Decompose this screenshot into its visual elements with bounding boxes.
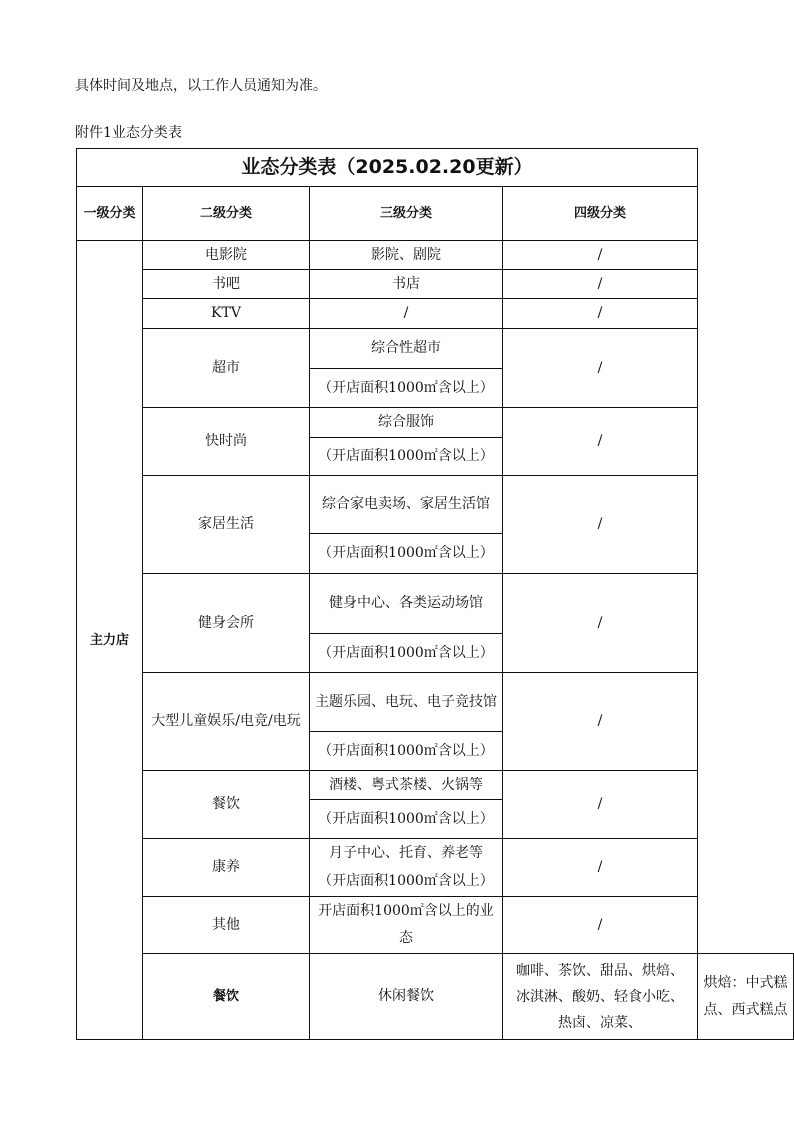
- level3-cell: 综合服饰: [310, 408, 503, 438]
- table-row: [77, 574, 794, 634]
- intro-text: 具体时间及地点，以工作人员通知为准。: [75, 78, 327, 94]
- level2-cell: 休闲餐饮: [310, 954, 503, 1040]
- table-title: 业态分类表（2025.02.20更新）: [77, 149, 698, 187]
- level4-cell: /: [503, 329, 698, 408]
- header-level4: 四级分类: [503, 187, 698, 241]
- level2-cell: 家居生活: [143, 476, 310, 574]
- level2-cell: 电影院: [143, 241, 310, 270]
- level3-cell: 主题乐园、电玩、电子竞技馆: [310, 673, 503, 732]
- table-row: [77, 673, 794, 732]
- level3-cell: /: [310, 299, 503, 329]
- level2-cell: 超市: [143, 329, 310, 408]
- level4-cell: /: [503, 839, 698, 897]
- attachment-label: 附件1业态分类表: [75, 125, 182, 141]
- level4-cell: /: [503, 771, 698, 839]
- table-row: [77, 897, 794, 954]
- table-row: [77, 299, 794, 329]
- level3-cell: 月子中心、托育、养老等: [310, 839, 503, 868]
- level4-cell: /: [503, 673, 698, 771]
- table-row: [77, 954, 794, 1040]
- level2-cell: 健身会所: [143, 574, 310, 673]
- header-level1: 一级分类: [77, 187, 143, 241]
- level4-cell: 烘焙：中式糕点、西式糕点: [698, 954, 794, 1040]
- level4-cell: /: [503, 270, 698, 299]
- level2-cell: 康养: [143, 839, 310, 897]
- level3-cell: 书店: [310, 270, 503, 299]
- level2-cell: 其他: [143, 897, 310, 954]
- level3-cell: （开店面积1000㎡含以上）: [310, 438, 503, 476]
- level3-cell: 健身中心、各类运动场馆: [310, 574, 503, 634]
- level2-cell: 书吧: [143, 270, 310, 299]
- level2-cell: 快时尚: [143, 408, 310, 476]
- level3-cell: （开店面积1000㎡含以上）: [310, 369, 503, 408]
- level1-major-store: 主力店: [77, 241, 143, 1040]
- level4-cell: /: [503, 897, 698, 954]
- table-row: [77, 329, 794, 369]
- level4-cell: /: [503, 574, 698, 673]
- level3-cell: （开店面积1000㎡含以上）: [310, 732, 503, 771]
- level3-cell: 咖啡、茶饮、甜品、烘焙、冰淇淋、酸奶、轻食小吃、热卤、凉菜、: [503, 954, 698, 1040]
- level4-cell: /: [503, 241, 698, 270]
- table-row: [77, 241, 794, 270]
- level3-cell: 开店面积1000㎡含以上的业态: [310, 897, 503, 954]
- table-row: [77, 476, 794, 534]
- level2-cell: 大型儿童娱乐/电竞/电玩: [143, 673, 310, 771]
- table-row: [77, 408, 794, 438]
- level3-cell: （开店面积1000㎡含以上）: [310, 534, 503, 574]
- level3-cell: 综合家电卖场、家居生活馆: [310, 476, 503, 534]
- level3-cell: （开店面积1000㎡含以上）: [310, 868, 503, 897]
- level2-cell: KTV: [143, 299, 310, 329]
- table-row: [77, 839, 794, 868]
- header-level2: 二级分类: [143, 187, 310, 241]
- level3-cell: 影院、剧院: [310, 241, 503, 270]
- header-level3: 三级分类: [310, 187, 503, 241]
- table-row: [77, 771, 794, 800]
- level2-cell: 餐饮: [143, 771, 310, 839]
- level3-cell: （开店面积1000㎡含以上）: [310, 634, 503, 673]
- table-row: [77, 270, 794, 299]
- level4-cell: /: [503, 408, 698, 476]
- level1-dining: 餐饮: [143, 954, 310, 1040]
- level4-cell: /: [503, 299, 698, 329]
- level3-cell: 酒楼、粤式茶楼、火锅等: [310, 771, 503, 800]
- business-category-table: [76, 148, 794, 1040]
- level4-cell: /: [503, 476, 698, 574]
- level3-cell: 综合性超市: [310, 329, 503, 369]
- level3-cell: （开店面积1000㎡含以上）: [310, 800, 503, 839]
